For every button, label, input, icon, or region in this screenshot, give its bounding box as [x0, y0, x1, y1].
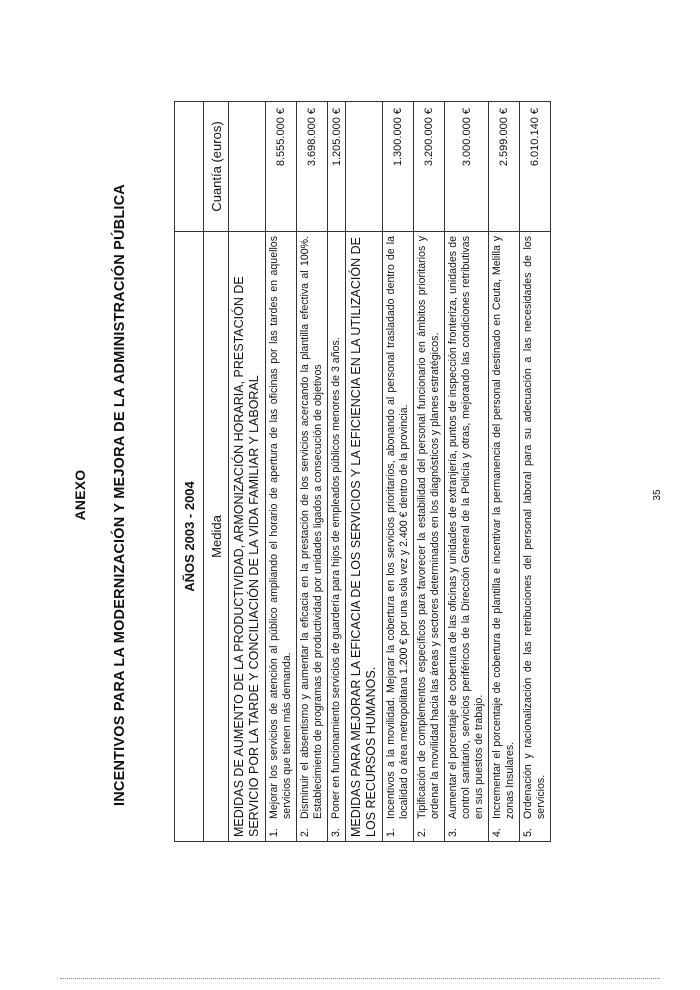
- item-amount: 2.599.000 €: [489, 102, 520, 232]
- item-number: 2.: [299, 828, 311, 837]
- section-blank-cell: [346, 102, 383, 232]
- item-amount: 8.555.000 €: [266, 102, 297, 232]
- item-number: 3.: [330, 828, 342, 837]
- item-amount: 1.205.000 €: [328, 102, 346, 232]
- incentives-table: [174, 101, 551, 842]
- years-row: [175, 102, 204, 842]
- table-row: [266, 102, 297, 842]
- years-blank-cell: [175, 102, 204, 232]
- measure-column-header: Medida: [204, 232, 229, 842]
- item-number: 1.: [385, 828, 397, 837]
- section-title: MEDIDAS DE AUMENTO DE LA PRODUCTIVIDAD, ARMONIZACIÓN HORARIA, PRESTACIÓN DE SERVICIO POR LA TARDE Y CONCILIACIÓN DE LA VIDA FAMILIAR Y LABORAL: [229, 232, 266, 842]
- item-text: Incentivos a la movilidad. Mejorar la cobertura en los servicios prioritarios, abonando al personal trasladado dentro de la localidad o área metropolitana 1.200 € por una sola vez y 2.400 € dentro de la provincia.: [385, 236, 410, 819]
- section-blank-cell: [229, 102, 266, 232]
- years-cell: AÑOS 2003 - 2004: [175, 232, 204, 842]
- page-edge-line: [60, 978, 660, 979]
- table-row: [445, 102, 489, 842]
- table-row: [520, 102, 551, 842]
- header-row: [204, 102, 229, 842]
- table-row: [489, 102, 520, 842]
- item-text: Disminuir el absentismo y aumentar la eficacia en la prestación de los servicios acercando la plantilla efectiva al 100%. Establecimiento de programas de productividad por unidades ligados a consecución de objetivos: [299, 236, 324, 819]
- item-number: 5.: [522, 828, 534, 837]
- item-number: 2.: [416, 828, 428, 837]
- section-row: [346, 102, 383, 842]
- amount-column-header: Cuantía (euros): [204, 102, 229, 232]
- item-text: Aumentar el porcentaje de cobertura de las oficinas y unidades de extranjería, puntos de inspección fronteriza, unidades de control sanitario, servicios periféricos de la Dirección General de la Policía y otras, mejorando las condiciones retributivas en sus puestos de trabajo.: [447, 236, 485, 819]
- section-title: MEDIDAS PARA MEJORAR LA EFICACIA DE LOS SERVICIOS Y LA EFICIENCIA EN LA UTILIZACIÓN DE LOS RECURSOS HUMANOS.: [346, 232, 383, 842]
- item-text: Ordenación y racionalización de las retribuciones del personal laboral para su adecuación a las necesidades de los servicios.: [522, 236, 547, 819]
- table-row: [297, 102, 328, 842]
- item-amount: 1.300.000 €: [383, 102, 414, 232]
- document-title: INCENTIVOS PARA LA MODERNIZACIÓN Y MEJORA DE LA ADMINISTRACIÓN PÚBLICA: [112, 184, 128, 806]
- section-row: [229, 102, 266, 842]
- item-amount: 6.010.140 €: [520, 102, 551, 232]
- table-row: [328, 102, 346, 842]
- item-text: Tipificación de complementos específicos para favorecer la estabilidad del personal funcionario en ámbitos prioritarios y ordenar la movilidad hacia las áreas y sectores determinados en los diagnósticos y planes estratégicos.: [416, 236, 441, 819]
- item-amount: 3.200.000 €: [414, 102, 445, 232]
- item-text: Incrementar el porcentaje de cobertura de plantilla e incentivar la permanencia del personal destinado en Ceuta, Melilla y zonas Insulares.: [491, 236, 516, 819]
- table-row: [383, 102, 414, 842]
- item-text: Poner en funcionamiento servicios de guardería para hijos de empleados públicos menores de 3 años.: [330, 337, 342, 819]
- item-text: Mejorar los servicios de atención al público ampliando el horario de apertura de las oficinas por las tardes en aquellos servicios que tienen más demanda.: [268, 236, 293, 819]
- table-row: [414, 102, 445, 842]
- annex-label: ANEXO: [72, 469, 88, 521]
- page-number: 35: [652, 489, 663, 501]
- item-number: 3.: [447, 828, 459, 837]
- item-amount: 3.698.000 €: [297, 102, 328, 232]
- item-number: 4.: [491, 828, 503, 837]
- item-amount: 3.000.000 €: [445, 102, 489, 232]
- item-number: 1.: [268, 828, 280, 837]
